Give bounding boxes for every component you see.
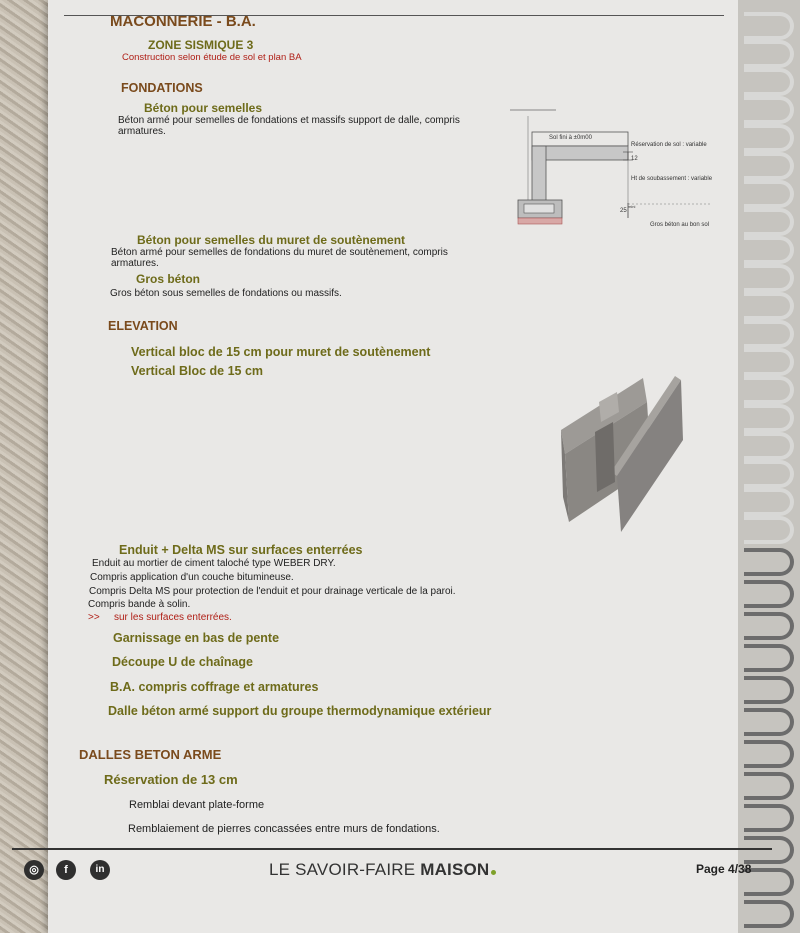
item-desc-line: Remblai devant plate-forme xyxy=(129,799,265,811)
item-desc-line: armatures. xyxy=(118,126,166,137)
binding-ring xyxy=(744,236,794,264)
binding-ring xyxy=(744,740,794,768)
binding-ring xyxy=(744,208,794,236)
binding-ring xyxy=(744,516,794,544)
section-heading-dalles: DALLES BETON ARME xyxy=(79,747,222,762)
binding-ring xyxy=(744,320,794,348)
binding-ring xyxy=(744,900,794,928)
binding-ring xyxy=(744,68,794,96)
item-desc-line: Compris bande à solin. xyxy=(88,599,191,610)
binding-ring xyxy=(744,376,794,404)
concrete-block-image xyxy=(555,372,687,537)
binding-ring xyxy=(744,836,794,864)
item-desc-note: sur les surfaces enterrées. xyxy=(114,612,232,623)
item-desc-line: Béton armé pour semelles de fondations et massifs support de dalle, compris xyxy=(118,115,460,126)
binding-ring xyxy=(744,460,794,488)
binding-ring xyxy=(744,644,794,672)
brand-dot xyxy=(491,870,496,875)
diagram-label-ht-soubassement: Ht de soubassement : variable xyxy=(631,176,713,182)
item-title-decoupe: Découpe U de chaînage xyxy=(112,655,254,669)
item-desc-line: Compris application d'un couche bitumineuse. xyxy=(90,572,294,583)
item-desc-line: Enduit au mortier de ciment taloché type WEBER DRY. xyxy=(92,558,336,569)
page-number: Page 4/38 xyxy=(696,862,752,876)
brand-text-light: LE SAVOIR-FAIRE xyxy=(269,860,421,879)
item-title-gros-beton: Gros béton xyxy=(136,272,201,286)
binding-ring xyxy=(744,548,794,576)
binding-ring xyxy=(744,612,794,640)
item-title-beton-semelles: Béton pour semelles xyxy=(144,101,263,115)
footer-rule xyxy=(12,848,772,850)
item-title-reservation: Réservation de 13 cm xyxy=(104,772,238,787)
brand-wordmark xyxy=(269,860,496,880)
brand-text-bold: MAISON xyxy=(420,860,490,879)
binding-ring xyxy=(744,40,794,68)
diagram-label-unit: mini xyxy=(628,204,636,209)
binding-ring xyxy=(744,348,794,376)
item-title-ba: B.A. compris coffrage et armatures xyxy=(110,680,319,694)
binding-ring xyxy=(744,404,794,432)
item-title-vertical-bloc-muret: Vertical bloc de 15 cm pour muret de soutènement xyxy=(131,345,431,359)
diagram-label-sol-fini: Sol fini à ±0m00 xyxy=(549,135,592,141)
binding-ring xyxy=(744,12,794,40)
diagram-label-12: 12 xyxy=(631,156,638,162)
binding-ring xyxy=(744,432,794,460)
binding-ring xyxy=(744,488,794,516)
facebook-icon[interactable]: f xyxy=(56,860,76,880)
binding-ring xyxy=(744,264,794,292)
item-desc-line: Remblaiement de pierres concassées entre murs de fondations. xyxy=(128,823,440,835)
binding-ring xyxy=(744,180,794,208)
item-desc-line: armatures. xyxy=(111,258,159,269)
binding-ring xyxy=(744,868,794,896)
item-title-garnissage: Garnissage en bas de pente xyxy=(113,631,280,645)
binding-ring xyxy=(744,124,794,152)
binding-ring xyxy=(744,804,794,832)
binding-ring xyxy=(744,772,794,800)
arrow-marker: >> xyxy=(88,612,100,623)
binding-ring xyxy=(744,580,794,608)
diagram-label-25: 25 xyxy=(620,208,627,214)
diagram-label-gros-beton: Gros béton au bon sol xyxy=(650,222,710,228)
binding-ring xyxy=(744,96,794,124)
section-heading-fondations: FONDATIONS xyxy=(121,81,203,95)
binding-ring xyxy=(744,292,794,320)
foundation-section-diagram xyxy=(510,108,720,232)
binding-ring xyxy=(744,676,794,704)
binding-ring xyxy=(744,152,794,180)
item-title-vertical-bloc: Vertical Bloc de 15 cm xyxy=(131,364,264,378)
page-title: MACONNERIE - B.A. xyxy=(110,13,256,30)
spiral-binding xyxy=(738,0,800,933)
zone-note: Construction selon étude de sol et plan BA xyxy=(122,52,302,63)
binding-ring xyxy=(744,708,794,736)
item-title-enduit: Enduit + Delta MS sur surfaces enterrées xyxy=(119,543,363,557)
diagram-label-reservation: Réservation de sol : variable xyxy=(631,142,707,148)
section-heading-elevation: ELEVATION xyxy=(108,319,178,333)
linkedin-icon[interactable]: in xyxy=(90,860,110,880)
item-title-dalle: Dalle béton armé support du groupe thermodynamique extérieur xyxy=(108,704,492,718)
item-desc-line: Gros béton sous semelles de fondations ou massifs. xyxy=(110,288,342,299)
item-desc-line: Béton armé pour semelles de fondations du muret de soutènement, compris xyxy=(111,247,448,258)
zone-heading: ZONE SISMIQUE 3 xyxy=(148,38,254,52)
item-title-beton-muret: Béton pour semelles du muret de soutènement xyxy=(137,233,406,247)
item-desc-line: Compris Delta MS pour protection de l'enduit et pour drainage verticale de la paroi. xyxy=(89,586,456,597)
instagram-icon[interactable]: ◎ xyxy=(24,860,44,880)
